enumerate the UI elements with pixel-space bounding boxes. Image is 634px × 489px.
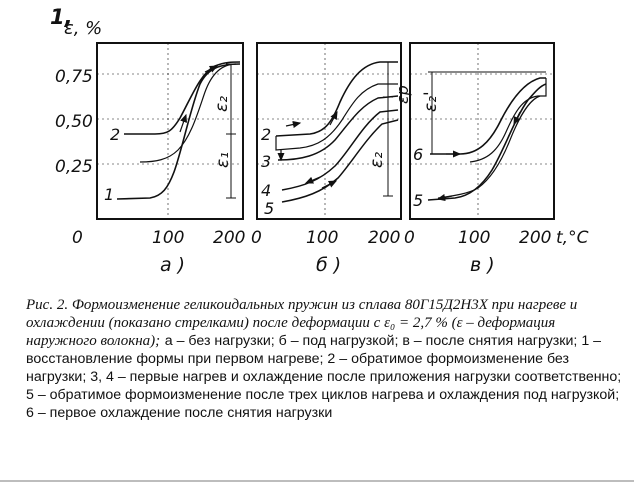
panel-b-curve-5-label: 5 bbox=[264, 199, 275, 218]
y-axis-label: ε, % bbox=[64, 18, 103, 39]
y-tick-label-050: 0,50 bbox=[55, 112, 93, 132]
panel-b-arrow-4 bbox=[322, 181, 336, 188]
panel-a-curve-1 bbox=[117, 64, 240, 199]
y-tick-label-0: 0 bbox=[72, 228, 83, 248]
panel-b-x-tick-100: 100 bbox=[306, 228, 339, 248]
panel-c-curve-6-return bbox=[470, 78, 546, 162]
y-axis-prefix: 1, bbox=[50, 5, 73, 29]
panel-c-e2-label: ε₂' bbox=[421, 91, 441, 112]
panel-c-curve-6 bbox=[430, 78, 546, 154]
panel-c-curve-6-label: 6 bbox=[413, 145, 424, 164]
figure-caption bbox=[26, 296, 622, 422]
panel-b-x-tick-200: 200 bbox=[368, 228, 401, 248]
panel-b-frame bbox=[257, 43, 401, 219]
panel-a bbox=[97, 43, 245, 276]
panel-b bbox=[251, 43, 412, 276]
panel-b-arrow-1 bbox=[286, 123, 300, 126]
panel-a-x-tick-200: 200 bbox=[213, 228, 246, 248]
x-axis-unit: t,°C bbox=[556, 228, 589, 248]
panel-b-curve-4-label: 4 bbox=[261, 181, 272, 200]
panel-c-x-tick-100: 100 bbox=[458, 228, 491, 248]
panel-b-curve-2-loop bbox=[276, 84, 398, 150]
panel-c-x-tick-200: 200 bbox=[519, 228, 552, 248]
caption-title: Рис. 2. Формоизменение геликоидальных пружин из сплава 80Г15Д2Н3Х при нагреве и охлаждении (показано стрелками) после деформации с ε₀ = 2,7 % (ε – деформация наружного волокна); bbox=[26, 297, 578, 349]
caption-body: а – без нагрузки; б – под нагрузкой; в – после снятия нагрузки; 1 – восстановление формы при первом нагреве; 2 – обратимое формоизменение без нагрузки; 3, 4 – первые нагрев и охлаждение после приложения нагрузки соответственно; 5 – обратимое формоизменение после трех циклов нагрева и охлаждения под нагрузкой; 6 – первое охлаждение после снятия нагрузки bbox=[26, 333, 622, 421]
panel-c-x-tick-0: 0 bbox=[404, 228, 415, 248]
panel-b-e2-label: ε₂ bbox=[367, 151, 387, 168]
panel-a-curve-return bbox=[140, 64, 236, 162]
panel-a-x-tick-100: 100 bbox=[152, 228, 185, 248]
panel-b-x-tick-0: 0 bbox=[251, 228, 262, 248]
panel-a-e1-label: ε₁ bbox=[213, 151, 233, 168]
panel-a-letter: а ) bbox=[160, 254, 186, 276]
y-tick-label-075: 0,75 bbox=[55, 67, 93, 87]
panel-b-curve-2 bbox=[276, 62, 398, 136]
panel-b-arrow-2 bbox=[330, 112, 337, 125]
panel-c-curve-5-label: 5 bbox=[413, 191, 424, 210]
panel-b-ep-label: εp bbox=[393, 85, 412, 104]
panel-b-curve-3-label: 3 bbox=[261, 152, 272, 171]
panel-b-letter: б ) bbox=[316, 254, 342, 276]
panel-a-e2-label: ε₂ bbox=[212, 95, 232, 112]
panel-c-letter: в ) bbox=[470, 254, 495, 276]
y-tick-label-025: 0,25 bbox=[55, 157, 93, 177]
panel-b-arrow-3 bbox=[306, 177, 320, 183]
panel-c-curve-5-return bbox=[438, 96, 540, 198]
bottom-rule bbox=[0, 480, 634, 482]
panel-a-curve-2-label: 2 bbox=[110, 125, 121, 144]
panel-c bbox=[404, 43, 589, 276]
panel-b-curve-2-label: 2 bbox=[261, 125, 272, 144]
panel-a-curve-1-label: 1 bbox=[104, 185, 115, 204]
